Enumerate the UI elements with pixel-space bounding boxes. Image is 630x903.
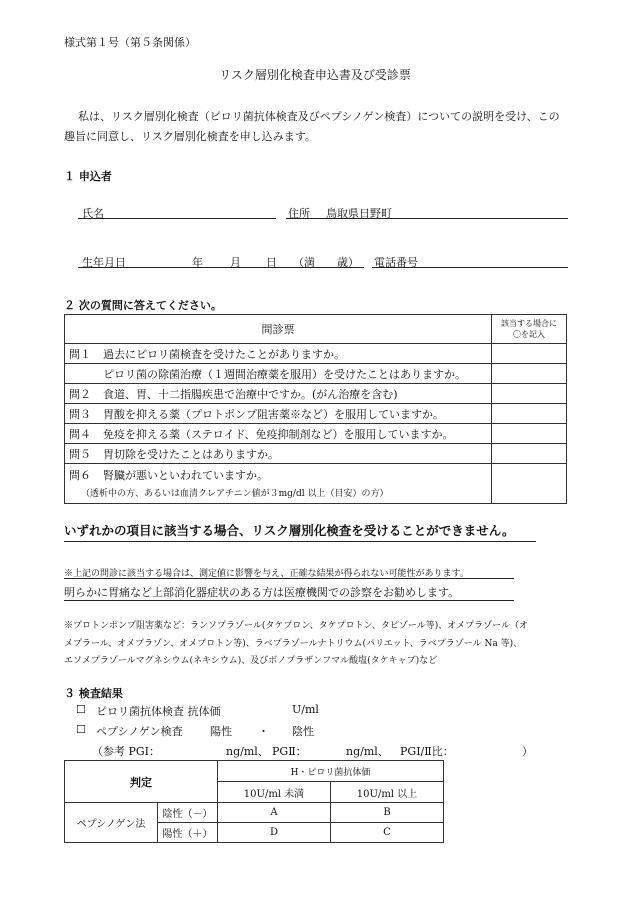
judgment-table [64, 760, 444, 843]
age-close-label: 歳） [337, 256, 359, 269]
question-number: 問２ [65, 384, 100, 404]
table-row [65, 424, 567, 444]
reference-pg2-label: PGⅡ： [272, 745, 307, 758]
judgment-corner: 判定 [65, 761, 218, 803]
questionnaire-table [64, 314, 567, 504]
ppi-note-line-2: メプラール、オメプラゾン、オメプロトン等)、ラベプラゾールナトリウム(パリエット、ラベプラゾール Na 等)、 [64, 639, 523, 649]
form-number: 様式第１号（第５条関係） [64, 36, 196, 49]
row-label-positive: 陽性（＋） [158, 823, 218, 843]
row-label-negative: 陰性（－） [158, 803, 218, 823]
name-label: 氏名 [82, 207, 104, 220]
questionnaire-header: 問診票 [65, 315, 492, 344]
reference-unit-pg1: ng/ml、 [226, 745, 269, 758]
separator-dot: ・ [258, 725, 269, 738]
answer-cell[interactable] [492, 364, 567, 384]
column-header-over-10: 10U/ml 以上 [331, 782, 444, 803]
question-text: 胃切除を受けたことはありますか。 [99, 444, 492, 464]
phone-label: 電話番号 [374, 256, 418, 269]
ppi-note-line-3: エソメプラゾールマグネシウム(ネキシウム)、及びボノプラザンフマル酸塩(タケキャブ)など [64, 656, 438, 666]
address-value: 鳥取県日野町 [326, 207, 392, 220]
question-text: 免疫を抑える薬（ステロイド、免疫抑制剤など）を服用していますか。 [99, 424, 492, 444]
question-number: 問４ [65, 424, 100, 444]
address-field[interactable] [286, 218, 568, 219]
answer-cell[interactable] [492, 424, 567, 444]
positive-option[interactable]: 陽性 [210, 725, 232, 738]
answer-cell[interactable] [492, 464, 567, 504]
year-label: 年 [192, 256, 203, 269]
table-row [65, 444, 567, 464]
questions-heading: ２ 次の質問に答えてください。 [64, 299, 222, 312]
warning-underline [64, 541, 536, 542]
warning-text: いずれかの項目に該当する場合、リスク層別化検査を受けることができません。 [64, 523, 515, 538]
reference-unit-pg2: ng/ml、 [346, 745, 389, 758]
table-row [65, 384, 567, 404]
answer-cell[interactable] [492, 404, 567, 424]
negative-option[interactable]: 陰性 [292, 725, 314, 738]
question-text: ピロリ菌の除菌治療（１週間治療薬を服用）を受けたことはありますか。 [99, 364, 492, 384]
recommend-note-underline [64, 600, 514, 601]
question-text: 過去にピロリ菌検査を受けたことがありますか。 [99, 344, 492, 364]
question-text-cell [81, 464, 492, 504]
answer-cell[interactable] [492, 344, 567, 364]
judgment-cell-c: C [331, 823, 444, 843]
measurement-note-underline [64, 578, 514, 579]
answer-cell[interactable] [492, 444, 567, 464]
check-header-line-2: 〇を記入 [513, 330, 545, 339]
reference-close: ） [522, 745, 533, 758]
check-header-line-1: 該当する場合に [501, 319, 557, 328]
address-label: 住所 [288, 207, 310, 220]
question-number: 問１ [65, 344, 100, 364]
applicant-heading: １ 申込者 [64, 170, 112, 183]
measurement-note: ※上記の問診に該当する場合は、測定値に影響を与え、正確な結果が得られない可能性があります。 [64, 569, 469, 579]
pylori-column-group: H・ピロリ菌抗体価 [218, 761, 444, 782]
phone-field[interactable] [372, 267, 568, 268]
month-label: 月 [230, 256, 241, 269]
pepsinogen-label: ペプシノゲン検査 [96, 725, 183, 738]
question-note: （透析中の方、あるいは血清クレアチニン値が３mg/dl 以上（目安）の方） [81, 489, 389, 499]
table-row [65, 464, 567, 504]
pepsinogen-row-group: ペプシノゲン法 [65, 803, 158, 843]
question-text: 腎臓が悪いといわれていますか。 [103, 469, 268, 482]
intro-line-1: 私は、リスク層別化検査（ピロリ菌抗体検査及びペプシノゲン検査）についての説明を受け、この [78, 110, 560, 123]
day-label: 日 [266, 256, 277, 269]
table-row [65, 344, 567, 364]
judgment-cell-b: B [331, 803, 444, 823]
table-row [65, 364, 567, 384]
question-number: 問５ [65, 444, 100, 464]
results-heading: ３ 検査結果 [64, 687, 123, 700]
reference-open: （参考 PGⅠ： [92, 745, 161, 758]
question-text: 食道、胃、十二指腸疾患で治療中ですか。(がん治療を含む) [99, 384, 492, 404]
age-open-label: （満 [293, 256, 315, 269]
pepsinogen-checkbox[interactable]: ☐ [76, 723, 86, 736]
column-header-under-10: 10U/ml 未満 [218, 782, 331, 803]
table-row [65, 404, 567, 424]
answer-cell[interactable] [492, 384, 567, 404]
question-number: 問３ [65, 404, 100, 424]
page-title: リスク層別化検査申込書及び受診票 [219, 68, 411, 82]
judgment-cell-a: A [218, 803, 331, 823]
name-field[interactable] [78, 218, 276, 219]
ppi-note-line-1: ※プロトンポンプ阻害薬など：ランソプラゾール(タケプロン、タケプロトン、タピゾール等)、オメプラゾール（オ [64, 621, 528, 631]
recommend-note: 明らかに胃痛など上部消化器症状のある方は医療機関での診察をお勧めします。 [64, 586, 460, 599]
judgment-cell-d: D [218, 823, 331, 843]
question-text: 胃酸を抑える薬（プロトポンプ阻害薬※など）を服用していますか。 [99, 404, 492, 424]
pylori-label: ピロリ菌抗体検査 抗体価 [96, 705, 221, 718]
check-column-header [492, 315, 567, 344]
question-number [65, 364, 100, 384]
birthdate-field[interactable] [78, 267, 364, 268]
pylori-unit: U/ml [292, 703, 319, 716]
intro-line-2: 趣旨に同意し、リスク層別化検査を申し込みます。 [64, 130, 316, 143]
pylori-checkbox[interactable]: ☐ [76, 703, 86, 716]
reference-ratio-label: PGⅠ/Ⅱ比： [400, 745, 454, 758]
birthdate-label: 生年月日 [82, 256, 126, 269]
question-number: 問６ [65, 464, 100, 504]
